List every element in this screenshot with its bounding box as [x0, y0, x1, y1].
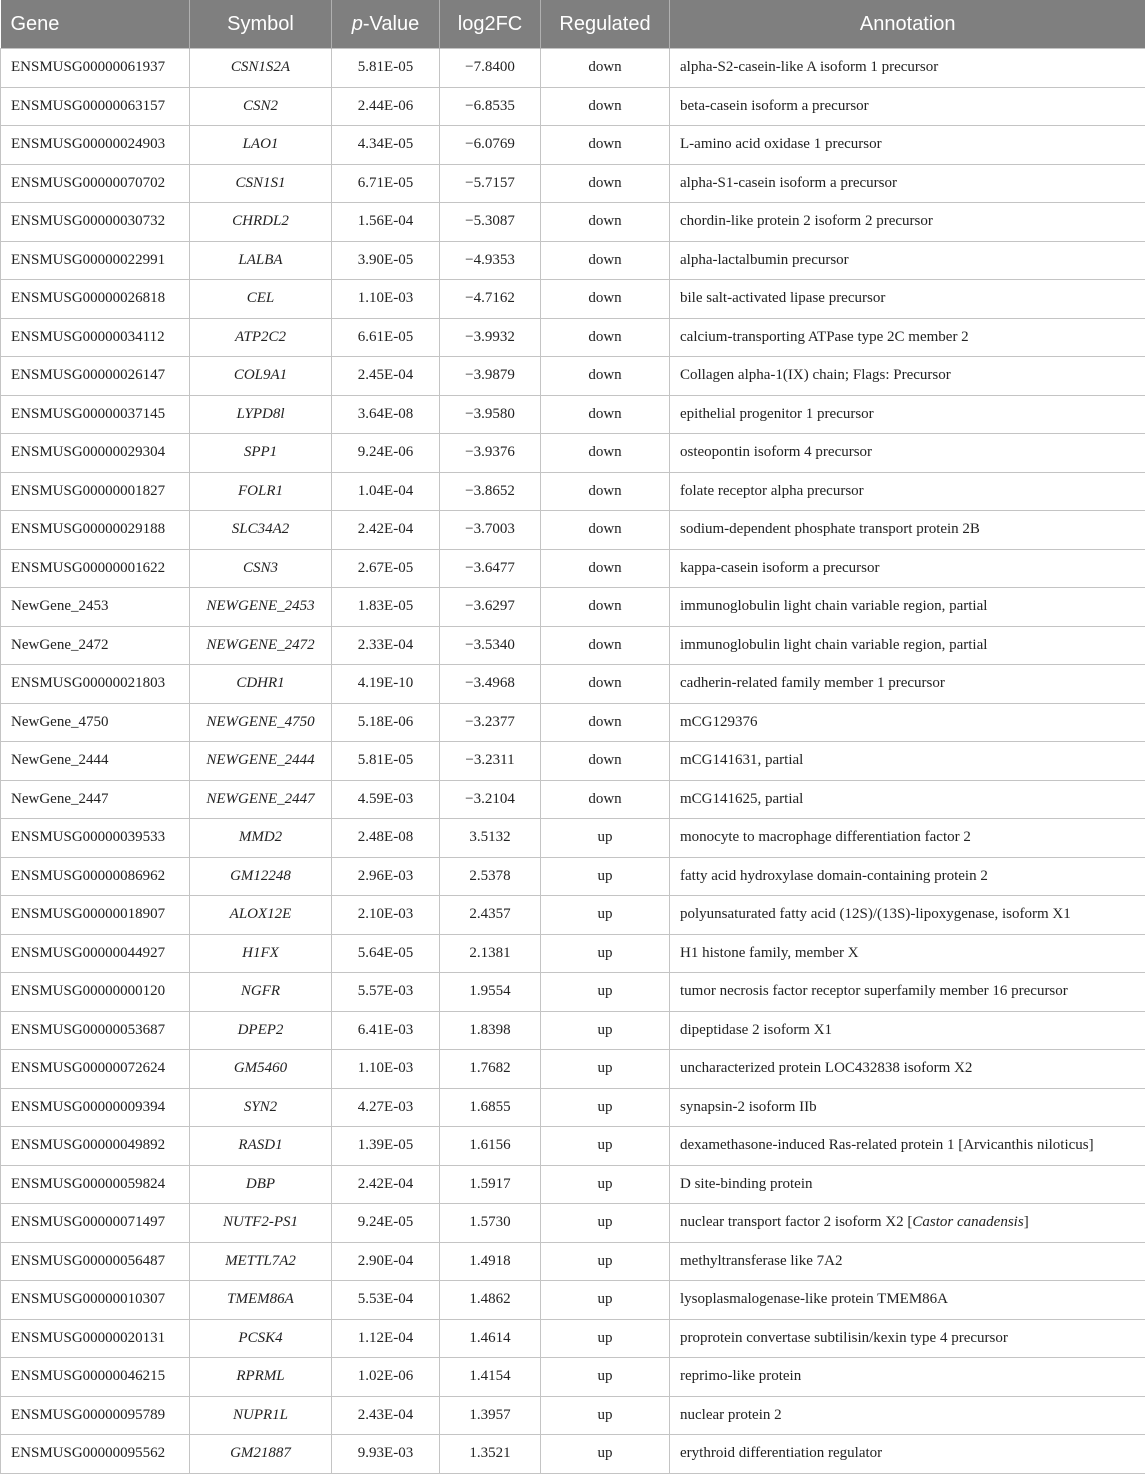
cell-regulated: up: [541, 1396, 670, 1435]
cell-gene: ENSMUSG00000026818: [1, 280, 190, 319]
cell-symbol: LAO1: [190, 126, 332, 165]
table-row: [1, 49, 1145, 88]
header-p-value-p: p: [352, 13, 363, 35]
cell-p-value: 2.42E-04: [332, 511, 440, 550]
cell-gene: ENSMUSG00000046215: [1, 1358, 190, 1397]
cell-p-value: 1.12E-04: [332, 1319, 440, 1358]
cell-log2fc: −3.2311: [440, 742, 541, 781]
table-row: [1, 1319, 1145, 1358]
cell-log2fc: −3.4968: [440, 665, 541, 704]
cell-p-value: 1.02E-06: [332, 1358, 440, 1397]
cell-annotation: erythroid differentiation regulator: [670, 1435, 1145, 1474]
cell-symbol: CHRDL2: [190, 203, 332, 242]
cell-regulated: down: [541, 280, 670, 319]
header-regulated: Regulated: [541, 0, 670, 49]
cell-p-value: 2.45E-04: [332, 357, 440, 396]
cell-regulated: down: [541, 241, 670, 280]
cell-annotation: immunoglobulin light chain variable region, partial: [670, 588, 1145, 627]
cell-symbol: SYN2: [190, 1088, 332, 1127]
cell-symbol: NEWGENE_2447: [190, 780, 332, 819]
cell-gene: ENSMUSG00000056487: [1, 1242, 190, 1281]
cell-p-value: 5.81E-05: [332, 49, 440, 88]
cell-p-value: 3.64E-08: [332, 395, 440, 434]
table-row: [1, 703, 1145, 742]
cell-regulated: up: [541, 1127, 670, 1166]
cell-annotation: osteopontin isoform 4 precursor: [670, 434, 1145, 473]
header-p-value: [332, 0, 440, 49]
cell-regulated: down: [541, 434, 670, 473]
cell-log2fc: 1.3521: [440, 1435, 541, 1474]
cell-annotation: mCG141631, partial: [670, 742, 1145, 781]
cell-p-value: 5.57E-03: [332, 973, 440, 1012]
table-row: [1, 203, 1145, 242]
cell-symbol: CEL: [190, 280, 332, 319]
cell-regulated: down: [541, 395, 670, 434]
cell-p-value: 2.10E-03: [332, 896, 440, 935]
cell-regulated: down: [541, 472, 670, 511]
cell-log2fc: 1.4614: [440, 1319, 541, 1358]
cell-regulated: up: [541, 1165, 670, 1204]
cell-log2fc: −3.6477: [440, 549, 541, 588]
cell-log2fc: −3.8652: [440, 472, 541, 511]
table-row: [1, 665, 1145, 704]
cell-p-value: 5.53E-04: [332, 1281, 440, 1320]
cell-gene: ENSMUSG00000000120: [1, 973, 190, 1012]
cell-log2fc: 1.8398: [440, 1011, 541, 1050]
cell-gene: ENSMUSG00000061937: [1, 49, 190, 88]
cell-gene: NewGene_2472: [1, 626, 190, 665]
table-row: [1, 1088, 1145, 1127]
cell-regulated: up: [541, 819, 670, 858]
cell-gene: ENSMUSG00000034112: [1, 318, 190, 357]
cell-gene: ENSMUSG00000039533: [1, 819, 190, 858]
cell-symbol: PCSK4: [190, 1319, 332, 1358]
cell-annotation: Collagen alpha-1(IX) chain; Flags: Precursor: [670, 357, 1145, 396]
cell-regulated: down: [541, 549, 670, 588]
cell-annotation: calcium-transporting ATPase type 2C member 2: [670, 318, 1145, 357]
table-row: [1, 1050, 1145, 1089]
cell-gene: ENSMUSG00000044927: [1, 934, 190, 973]
cell-log2fc: 1.4154: [440, 1358, 541, 1397]
cell-symbol: RPRML: [190, 1358, 332, 1397]
table-row: [1, 857, 1145, 896]
cell-symbol: METTL7A2: [190, 1242, 332, 1281]
cell-log2fc: −5.3087: [440, 203, 541, 242]
cell-regulated: down: [541, 357, 670, 396]
cell-log2fc: −3.9580: [440, 395, 541, 434]
cell-p-value: 1.83E-05: [332, 588, 440, 627]
cell-annotation: beta-casein isoform a precursor: [670, 87, 1145, 126]
cell-gene: ENSMUSG00000029304: [1, 434, 190, 473]
cell-gene: ENSMUSG00000026147: [1, 357, 190, 396]
cell-p-value: 6.61E-05: [332, 318, 440, 357]
cell-p-value: 4.34E-05: [332, 126, 440, 165]
cell-log2fc: −6.8535: [440, 87, 541, 126]
cell-regulated: down: [541, 742, 670, 781]
cell-p-value: 1.39E-05: [332, 1127, 440, 1166]
cell-gene: ENSMUSG00000001827: [1, 472, 190, 511]
cell-gene: NewGene_2444: [1, 742, 190, 781]
cell-log2fc: 2.5378: [440, 857, 541, 896]
table-row: [1, 164, 1145, 203]
cell-annotation: H1 histone family, member X: [670, 934, 1145, 973]
cell-gene: ENSMUSG00000030732: [1, 203, 190, 242]
table-row: [1, 280, 1145, 319]
cell-p-value: 2.96E-03: [332, 857, 440, 896]
cell-log2fc: −3.9879: [440, 357, 541, 396]
cell-gene: NewGene_2447: [1, 780, 190, 819]
cell-gene: ENSMUSG00000021803: [1, 665, 190, 704]
table-row: [1, 1435, 1145, 1474]
annotation-text: nuclear transport factor 2 isoform X2 [: [680, 1214, 912, 1230]
cell-gene: NewGene_2453: [1, 588, 190, 627]
table-row: [1, 588, 1145, 627]
table-row: [1, 1127, 1145, 1166]
cell-annotation: bile salt-activated lipase precursor: [670, 280, 1145, 319]
cell-p-value: 1.10E-03: [332, 280, 440, 319]
cell-p-value: 4.19E-10: [332, 665, 440, 704]
table-row: [1, 511, 1145, 550]
cell-annotation: chordin-like protein 2 isoform 2 precursor: [670, 203, 1145, 242]
table-row: [1, 1204, 1145, 1243]
cell-regulated: up: [541, 1242, 670, 1281]
cell-annotation: polyunsaturated fatty acid (12S)/(13S)-lipoxygenase, isoform X1: [670, 896, 1145, 935]
cell-p-value: 1.10E-03: [332, 1050, 440, 1089]
cell-symbol: DBP: [190, 1165, 332, 1204]
table-row: [1, 1242, 1145, 1281]
cell-annotation: dexamethasone-induced Ras-related protein 1 [Arvicanthis niloticus]: [670, 1127, 1145, 1166]
cell-symbol: CSN1S2A: [190, 49, 332, 88]
cell-regulated: down: [541, 318, 670, 357]
table-header: [1, 0, 1145, 49]
cell-annotation: alpha-S1-casein isoform a precursor: [670, 164, 1145, 203]
cell-log2fc: 1.6156: [440, 1127, 541, 1166]
cell-p-value: 4.27E-03: [332, 1088, 440, 1127]
table-row: [1, 1011, 1145, 1050]
cell-regulated: down: [541, 164, 670, 203]
cell-p-value: 9.24E-06: [332, 434, 440, 473]
cell-annotation: L-amino acid oxidase 1 precursor: [670, 126, 1145, 165]
cell-log2fc: 1.5917: [440, 1165, 541, 1204]
cell-gene: ENSMUSG00000001622: [1, 549, 190, 588]
cell-p-value: 2.43E-04: [332, 1396, 440, 1435]
cell-log2fc: −3.9932: [440, 318, 541, 357]
cell-p-value: 5.81E-05: [332, 742, 440, 781]
cell-log2fc: 1.9554: [440, 973, 541, 1012]
cell-annotation: folate receptor alpha precursor: [670, 472, 1145, 511]
cell-regulated: up: [541, 934, 670, 973]
cell-symbol: NUTF2-PS1: [190, 1204, 332, 1243]
header-log2fc: log2FC: [440, 0, 541, 49]
cell-regulated: up: [541, 1204, 670, 1243]
cell-symbol: NEWGENE_2453: [190, 588, 332, 627]
cell-log2fc: −3.2377: [440, 703, 541, 742]
cell-gene: ENSMUSG00000018907: [1, 896, 190, 935]
header-p-value-rest: -Value: [363, 13, 419, 35]
cell-annotation: methyltransferase like 7A2: [670, 1242, 1145, 1281]
table-row: [1, 434, 1145, 473]
cell-p-value: 3.90E-05: [332, 241, 440, 280]
cell-annotation: sodium-dependent phosphate transport protein 2B: [670, 511, 1145, 550]
table-row: [1, 819, 1145, 858]
cell-gene: ENSMUSG00000071497: [1, 1204, 190, 1243]
cell-annotation: cadherin-related family member 1 precursor: [670, 665, 1145, 704]
cell-annotation: fatty acid hydroxylase domain-containing protein 2: [670, 857, 1145, 896]
cell-p-value: 1.04E-04: [332, 472, 440, 511]
cell-annotation: dipeptidase 2 isoform X1: [670, 1011, 1145, 1050]
table-row: [1, 742, 1145, 781]
cell-gene: ENSMUSG00000095789: [1, 1396, 190, 1435]
cell-symbol: NEWGENE_4750: [190, 703, 332, 742]
cell-gene: ENSMUSG00000020131: [1, 1319, 190, 1358]
cell-annotation: reprimo-like protein: [670, 1358, 1145, 1397]
cell-annotation: [670, 1204, 1145, 1243]
cell-log2fc: 1.4918: [440, 1242, 541, 1281]
cell-regulated: down: [541, 87, 670, 126]
cell-regulated: up: [541, 973, 670, 1012]
cell-gene: ENSMUSG00000095562: [1, 1435, 190, 1474]
table-row: [1, 241, 1145, 280]
cell-regulated: up: [541, 857, 670, 896]
cell-log2fc: −4.7162: [440, 280, 541, 319]
cell-symbol: H1FX: [190, 934, 332, 973]
cell-symbol: LYPD8l: [190, 395, 332, 434]
cell-symbol: ALOX12E: [190, 896, 332, 935]
cell-p-value: 4.59E-03: [332, 780, 440, 819]
cell-gene: ENSMUSG00000053687: [1, 1011, 190, 1050]
cell-gene: ENSMUSG00000024903: [1, 126, 190, 165]
table-body: [1, 49, 1145, 1474]
cell-p-value: 9.24E-05: [332, 1204, 440, 1243]
cell-p-value: 1.56E-04: [332, 203, 440, 242]
cell-gene: ENSMUSG00000029188: [1, 511, 190, 550]
cell-annotation: D site-binding protein: [670, 1165, 1145, 1204]
cell-log2fc: 2.1381: [440, 934, 541, 973]
header-gene: Gene: [1, 0, 190, 49]
cell-regulated: down: [541, 511, 670, 550]
table-row: [1, 318, 1145, 357]
cell-regulated: down: [541, 203, 670, 242]
cell-log2fc: 1.5730: [440, 1204, 541, 1243]
cell-log2fc: −4.9353: [440, 241, 541, 280]
cell-annotation: lysoplasmalogenase-like protein TMEM86A: [670, 1281, 1145, 1320]
cell-annotation: alpha-S2-casein-like A isoform 1 precursor: [670, 49, 1145, 88]
cell-log2fc: 1.7682: [440, 1050, 541, 1089]
cell-log2fc: −7.8400: [440, 49, 541, 88]
cell-symbol: NEWGENE_2444: [190, 742, 332, 781]
table-row: [1, 780, 1145, 819]
cell-p-value: 9.93E-03: [332, 1435, 440, 1474]
cell-log2fc: 3.5132: [440, 819, 541, 858]
cell-regulated: up: [541, 1281, 670, 1320]
cell-symbol: CSN1S1: [190, 164, 332, 203]
cell-regulated: down: [541, 588, 670, 627]
cell-symbol: TMEM86A: [190, 1281, 332, 1320]
cell-gene: ENSMUSG00000072624: [1, 1050, 190, 1089]
table-row: [1, 357, 1145, 396]
table-row: [1, 896, 1145, 935]
header-row: [1, 0, 1145, 49]
cell-gene: ENSMUSG00000037145: [1, 395, 190, 434]
table-row: [1, 973, 1145, 1012]
cell-annotation: nuclear protein 2: [670, 1396, 1145, 1435]
table-row: [1, 472, 1145, 511]
cell-regulated: down: [541, 126, 670, 165]
cell-annotation: mCG129376: [670, 703, 1145, 742]
cell-p-value: 2.44E-06: [332, 87, 440, 126]
header-annotation: Annotation: [670, 0, 1145, 49]
table-row: [1, 87, 1145, 126]
cell-regulated: down: [541, 703, 670, 742]
table-row: [1, 126, 1145, 165]
cell-annotation: immunoglobulin light chain variable region, partial: [670, 626, 1145, 665]
cell-regulated: down: [541, 665, 670, 704]
cell-log2fc: −3.5340: [440, 626, 541, 665]
table-row: [1, 395, 1145, 434]
cell-log2fc: 1.4862: [440, 1281, 541, 1320]
cell-gene: ENSMUSG00000022991: [1, 241, 190, 280]
annotation-tail: ]: [1024, 1214, 1029, 1230]
cell-p-value: 2.42E-04: [332, 1165, 440, 1204]
cell-regulated: up: [541, 896, 670, 935]
cell-annotation: monocyte to macrophage differentiation factor 2: [670, 819, 1145, 858]
cell-gene: ENSMUSG00000070702: [1, 164, 190, 203]
cell-symbol: NGFR: [190, 973, 332, 1012]
cell-symbol: DPEP2: [190, 1011, 332, 1050]
cell-gene: NewGene_4750: [1, 703, 190, 742]
cell-annotation: mCG141625, partial: [670, 780, 1145, 819]
cell-p-value: 5.64E-05: [332, 934, 440, 973]
cell-gene: ENSMUSG00000059824: [1, 1165, 190, 1204]
table-row: [1, 626, 1145, 665]
header-symbol: Symbol: [190, 0, 332, 49]
cell-gene: ENSMUSG00000063157: [1, 87, 190, 126]
cell-regulated: up: [541, 1050, 670, 1089]
cell-gene: ENSMUSG00000086962: [1, 857, 190, 896]
table-row: [1, 1358, 1145, 1397]
cell-log2fc: −3.6297: [440, 588, 541, 627]
cell-symbol: CSN3: [190, 549, 332, 588]
cell-annotation: kappa-casein isoform a precursor: [670, 549, 1145, 588]
table-row: [1, 549, 1145, 588]
cell-log2fc: −6.0769: [440, 126, 541, 165]
cell-symbol: GM21887: [190, 1435, 332, 1474]
cell-regulated: up: [541, 1435, 670, 1474]
cell-annotation: epithelial progenitor 1 precursor: [670, 395, 1145, 434]
cell-p-value: 2.67E-05: [332, 549, 440, 588]
cell-log2fc: −3.2104: [440, 780, 541, 819]
cell-annotation: synapsin-2 isoform IIb: [670, 1088, 1145, 1127]
cell-symbol: NEWGENE_2472: [190, 626, 332, 665]
table-row: [1, 1281, 1145, 1320]
cell-regulated: down: [541, 49, 670, 88]
cell-annotation: tumor necrosis factor receptor superfamily member 16 precursor: [670, 973, 1145, 1012]
cell-annotation: alpha-lactalbumin precursor: [670, 241, 1145, 280]
cell-annotation: uncharacterized protein LOC432838 isoform X2: [670, 1050, 1145, 1089]
cell-symbol: COL9A1: [190, 357, 332, 396]
cell-annotation: proprotein convertase subtilisin/kexin type 4 precursor: [670, 1319, 1145, 1358]
cell-p-value: 6.71E-05: [332, 164, 440, 203]
cell-regulated: down: [541, 626, 670, 665]
cell-gene: ENSMUSG00000049892: [1, 1127, 190, 1166]
cell-symbol: CDHR1: [190, 665, 332, 704]
cell-symbol: MMD2: [190, 819, 332, 858]
cell-symbol: SPP1: [190, 434, 332, 473]
cell-regulated: down: [541, 780, 670, 819]
cell-p-value: 6.41E-03: [332, 1011, 440, 1050]
cell-p-value: 2.48E-08: [332, 819, 440, 858]
cell-gene: ENSMUSG00000009394: [1, 1088, 190, 1127]
cell-symbol: LALBA: [190, 241, 332, 280]
cell-regulated: up: [541, 1358, 670, 1397]
annotation-species: Castor canadensis: [912, 1214, 1023, 1230]
cell-p-value: 5.18E-06: [332, 703, 440, 742]
cell-log2fc: 1.3957: [440, 1396, 541, 1435]
cell-symbol: ATP2C2: [190, 318, 332, 357]
cell-log2fc: −3.7003: [440, 511, 541, 550]
cell-log2fc: −5.7157: [440, 164, 541, 203]
table-row: [1, 1396, 1145, 1435]
cell-symbol: GM5460: [190, 1050, 332, 1089]
cell-symbol: RASD1: [190, 1127, 332, 1166]
cell-gene: ENSMUSG00000010307: [1, 1281, 190, 1320]
cell-log2fc: 2.4357: [440, 896, 541, 935]
cell-regulated: up: [541, 1011, 670, 1050]
cell-symbol: GM12248: [190, 857, 332, 896]
cell-symbol: SLC34A2: [190, 511, 332, 550]
cell-symbol: CSN2: [190, 87, 332, 126]
cell-p-value: 2.90E-04: [332, 1242, 440, 1281]
cell-symbol: NUPR1L: [190, 1396, 332, 1435]
cell-log2fc: −3.9376: [440, 434, 541, 473]
cell-regulated: up: [541, 1088, 670, 1127]
cell-log2fc: 1.6855: [440, 1088, 541, 1127]
table-row: [1, 1165, 1145, 1204]
table-row: [1, 934, 1145, 973]
cell-p-value: 2.33E-04: [332, 626, 440, 665]
cell-regulated: up: [541, 1319, 670, 1358]
cell-symbol: FOLR1: [190, 472, 332, 511]
